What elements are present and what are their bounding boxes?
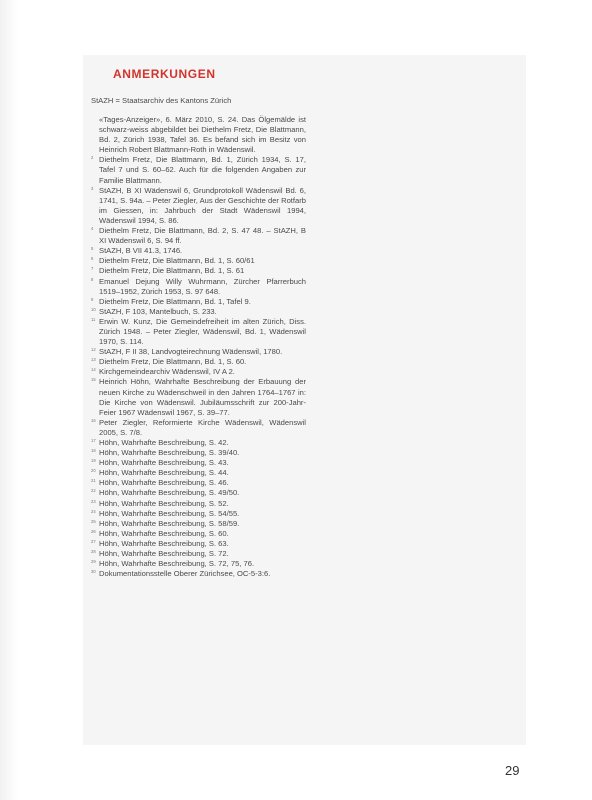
footnote-text: StAZH, F II 38, Landvogteirechnung Wädenswil, 1780. bbox=[99, 347, 283, 357]
footnote-number: 21 bbox=[91, 478, 96, 484]
footnote-item bbox=[91, 277, 306, 297]
footnote-text: Höhn, Wahrhafte Beschreibung, S. 58/59. bbox=[99, 518, 240, 528]
footnote-number: 23 bbox=[91, 498, 96, 504]
footnote-item bbox=[91, 478, 306, 488]
footnote-number: 20 bbox=[91, 468, 96, 474]
footnote-number: 9 bbox=[91, 296, 94, 302]
footnote-item bbox=[91, 488, 306, 498]
footnote-item bbox=[91, 115, 306, 155]
footnote-text: Höhn, Wahrhafte Beschreibung, S. 39/40. bbox=[99, 448, 240, 458]
footnote-text: Höhn, Wahrhafte Beschreibung, S. 44. bbox=[99, 468, 229, 478]
footnote-text: StAZH, B VII 41.3, 1746. bbox=[99, 246, 183, 256]
notes-column bbox=[91, 66, 306, 579]
footnote-number: 29 bbox=[91, 559, 96, 565]
footnote-text: Emanuel Dejung Willy Wuhrmann, Zürcher Pfarrerbuch 1519–1952, Zürich 1953, S. 97 648. bbox=[99, 276, 306, 296]
footnote-number: 14 bbox=[91, 367, 96, 373]
footnote-item bbox=[91, 297, 306, 307]
footnote-item bbox=[91, 226, 306, 246]
footnote-number: 26 bbox=[91, 528, 96, 534]
footnote-text: Höhn, Wahrhafte Beschreibung, S. 42. bbox=[99, 438, 229, 447]
footnote-text: Höhn, Wahrhafte Beschreibung, S. 46. bbox=[99, 478, 229, 488]
footnote-text: Höhn, Wahrhafte Beschreibung, S. 60. bbox=[99, 528, 229, 538]
footnote-item bbox=[91, 509, 306, 519]
footnote-number: 6 bbox=[91, 256, 94, 262]
footnote-item bbox=[91, 357, 306, 367]
footnote-number: 28 bbox=[91, 549, 96, 555]
footnote-text: Diethelm Fretz, Die Blattmann, Bd. 1, S. 60/61 bbox=[99, 256, 255, 266]
footnote-item bbox=[91, 246, 306, 256]
footnote-item bbox=[91, 499, 306, 509]
section-heading: ANMERKUNGEN bbox=[113, 67, 216, 81]
footnote-text: Kirchgemeindearchiv Wädenswil, IV A 2. bbox=[99, 367, 235, 377]
footnote-list bbox=[91, 115, 306, 579]
footnote-text: Peter Ziegler, Reformierte Kirche Wädenswil, Wädenswil 2005, S. 7/8. bbox=[99, 417, 306, 437]
footnote-text: Höhn, Wahrhafte Beschreibung, S. 43. bbox=[99, 458, 229, 468]
footnote-item bbox=[91, 186, 306, 226]
footnote-number: 8 bbox=[91, 276, 94, 282]
footnote-text: Dokumentationsstelle Oberer Zürichsee, OC-5-3:6. bbox=[99, 569, 271, 579]
footnote-item bbox=[91, 418, 306, 438]
footnote-number: 3 bbox=[91, 185, 94, 191]
footnote-number: 4 bbox=[91, 226, 94, 232]
footnote-item bbox=[91, 438, 306, 448]
footnote-text: Höhn, Wahrhafte Beschreibung, S. 72. bbox=[99, 549, 229, 559]
footnote-text: Diethelm Fretz, Die Blattmann, Bd. 1, Zürich 1934, S. 17, Tafel 7 und S. 60–62. Auch für die folgenden Angaben zur Familie Blattmann. bbox=[99, 155, 306, 185]
footnote-text: Höhn, Wahrhafte Beschreibung, S. 49/50. bbox=[99, 488, 240, 498]
footnote-number: 11 bbox=[91, 316, 96, 322]
footnote-item bbox=[91, 347, 306, 357]
footnote-item bbox=[91, 256, 306, 266]
abbreviation-note: StAZH = Staatsarchiv des Kantons Zürich bbox=[91, 96, 232, 105]
footnote-text: Heinrich Höhn, Wahrhafte Beschreibung der Erbauung der neuen Kirche zu Wädenschweil in den Jahren 1764–1767 in: Die Kirche von Wädenswil. Jubiläumsschrift zur 200-Jahr-Feier 1967 Wädenswil 1967, S. 39–77. bbox=[99, 377, 306, 417]
footnote-text: Diethelm Fretz, Die Blattmann, Bd. 2, S. 47 48. – StAZH, B XI Wädenswil 6, S. 94 ff. bbox=[99, 226, 306, 246]
footnote-item bbox=[91, 569, 306, 579]
footnote-text: Diethelm Fretz, Die Blattmann, Bd. 1, Tafel 9. bbox=[99, 296, 251, 306]
footnote-text: StAZH, F 103, Mantelbuch, S. 233. bbox=[99, 306, 217, 316]
footnote-item bbox=[91, 377, 306, 417]
footnote-item bbox=[91, 266, 306, 276]
footnote-number: 30 bbox=[91, 569, 96, 575]
footnote-item bbox=[91, 458, 306, 468]
footnote-number: 15 bbox=[91, 377, 96, 383]
footnote-item bbox=[91, 529, 306, 539]
footnote-item bbox=[91, 317, 306, 347]
footnote-number: 22 bbox=[91, 488, 96, 494]
footnote-item bbox=[91, 559, 306, 569]
footnote-text: Höhn, Wahrhafte Beschreibung, S. 63. bbox=[99, 538, 229, 548]
footnote-number: 18 bbox=[91, 448, 96, 454]
footnote-number: 12 bbox=[91, 347, 96, 353]
footnote-text: «Tages-Anzeiger», 6. März 2010, S. 24. Das Ölgemälde ist schwarz-weiss abgebildet bei Diethelm Fretz, Die Blattmann, Bd. 2, Zürich 1938, Tafel 36. Es befand sich im Besitz von Heinrich Robert Blattmann-Roth in Wädenswil. bbox=[99, 115, 306, 155]
footnote-text: Höhn, Wahrhafte Beschreibung, S. 52. bbox=[99, 498, 229, 508]
footnote-number: 13 bbox=[91, 357, 96, 363]
footnote-item bbox=[91, 519, 306, 529]
footnote-text: Diethelm Fretz, Die Blattmann, Bd. 1, S. 61 bbox=[99, 266, 245, 276]
footnote-text: Diethelm Fretz, Die Blattmann, Bd. 1, S. 60. bbox=[99, 357, 247, 367]
page-edge-shadow bbox=[0, 0, 18, 800]
footnote-text: StAZH, B XI Wädenswil 6, Grundprotokoll Wädenswil Bd. 6, 1741, S. 94a. – Peter Ziegler, Aus der Geschichte der Rotfarb im Giessen, in: Jahrbuch der Stadt Wädenswil 1994, Wädenswil 1994, S. 86. bbox=[99, 185, 306, 225]
footnote-number: 10 bbox=[91, 306, 96, 312]
page-number: 29 bbox=[505, 763, 520, 778]
footnote-text: Höhn, Wahrhafte Beschreibung, S. 72, 75, 76. bbox=[99, 559, 255, 569]
footnote-number: 16 bbox=[91, 417, 96, 423]
footnote-item bbox=[91, 448, 306, 458]
footnote-number: 17 bbox=[91, 438, 96, 443]
footnote-number: 2 bbox=[91, 155, 94, 161]
footnote-number: 24 bbox=[91, 508, 96, 514]
footnote-item bbox=[91, 155, 306, 185]
footnote-text: Höhn, Wahrhafte Beschreibung, S. 54/55. bbox=[99, 508, 240, 518]
footnote-item bbox=[91, 307, 306, 317]
footnote-number: 27 bbox=[91, 538, 96, 544]
footnote-item bbox=[91, 539, 306, 549]
footnote-text: Erwin W. Kunz, Die Gemeindefreiheit im alten Zürich, Diss. Zürich 1948. – Peter Ziegler, Wädenswil, Bd. 1, Wädenswil 1970, S. 114. bbox=[99, 316, 306, 347]
footnote-number: 5 bbox=[91, 246, 94, 252]
footnote-item bbox=[91, 367, 306, 377]
footnote-number: 19 bbox=[91, 458, 96, 464]
footnote-item bbox=[91, 468, 306, 478]
footnote-item bbox=[91, 549, 306, 559]
footnote-number: 25 bbox=[91, 518, 96, 524]
footnote-number: 7 bbox=[91, 266, 94, 272]
